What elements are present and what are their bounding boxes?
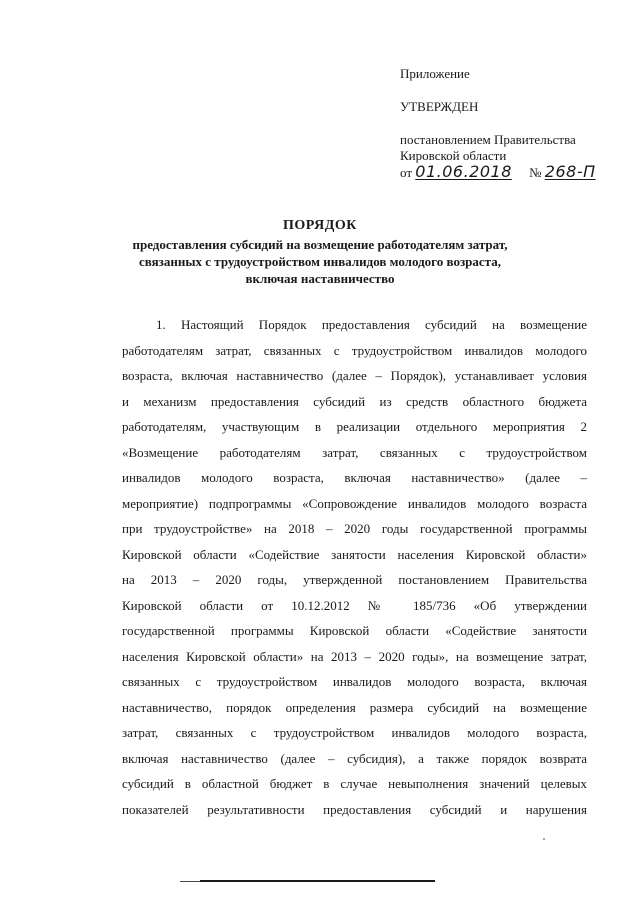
document-title: ПОРЯДОК: [283, 218, 357, 233]
body-line: работодателям затрат, связанных с трудоустройством инвалидов молодого: [122, 342, 587, 358]
body-line: мероприятие) подпрограммы «Сопровождение инвалидов молодого возраста: [122, 495, 587, 511]
document-subtitle: [110, 236, 530, 287]
body-paragraph: [122, 312, 587, 822]
number-label: №: [529, 165, 542, 180]
footer-rule-tail: [180, 881, 202, 882]
body-line: и механизм предоставления субсидий из средств областного бюджета: [122, 393, 587, 409]
resolution-number: 268-П: [544, 162, 596, 181]
body-line: возраста, включая наставничество (далее – Порядок), устанавливает условия: [122, 368, 587, 383]
subtitle-line: связанных с трудоустройством инвалидов молодого возраста,: [139, 254, 501, 269]
body-line: включая наставничество (далее – субсидия), а также порядок возврата: [122, 750, 587, 766]
body-line: на 2013 – 2020 годы, утвержденной постановлением Правительства: [122, 572, 587, 587]
subtitle-line: предоставления субсидий на возмещение работодателям затрат,: [132, 237, 508, 252]
body-line: «Возмещение работодателям затрат, связанных с трудоустройством: [122, 444, 587, 460]
body-line: связанных с трудоустройством инвалидов молодого возраста, включая: [122, 674, 587, 689]
approved-label: УТВЕРЖДЕН: [400, 99, 479, 114]
resolution-date-line: [400, 164, 620, 181]
appendix-label: Приложение: [400, 66, 470, 81]
body-line: показателей результативности предоставления субсидий и нарушения: [122, 801, 587, 817]
body-line: государственной программы Кировской области «Содействие занятости: [122, 623, 587, 638]
subtitle-line: включая наставничество: [245, 271, 395, 286]
footer-rule: [200, 880, 435, 882]
approved-by-line-2: Кировской области: [400, 148, 507, 163]
body-line: Кировской области от 10.12.2012 № 185/736 «Об утверждении: [122, 597, 587, 613]
body-line: работодателям, участвующим в реализации отдельного мероприятия 2: [122, 419, 587, 434]
body-line: 1. Настоящий Порядок предоставления субсидий на возмещение: [156, 317, 587, 332]
scan-speck: [543, 838, 545, 840]
body-line: наставничество, порядок определения размера субсидий на возмещение: [122, 699, 587, 715]
body-line: субсидий в областной бюджет в случае невыполнения значений целевых: [122, 776, 587, 791]
approval-block: [400, 66, 620, 181]
resolution-date: 01.06.2018: [415, 162, 512, 181]
approved-by-line-1: постановлением Правительства: [400, 132, 576, 147]
body-line: при трудоустройстве» на 2018 – 2020 годы государственной программы: [122, 521, 587, 536]
date-prefix: от: [400, 165, 413, 180]
body-line: затрат, связанных с трудоустройством инвалидов молодого возраста,: [122, 725, 587, 740]
body-line: населения Кировской области» на 2013 – 2020 годы», на возмещение затрат,: [122, 648, 587, 664]
body-line: Кировской области «Содействие занятости населения Кировской области»: [122, 546, 587, 562]
body-line: инвалидов молодого возраста, включая наставничество» (далее –: [122, 470, 587, 485]
